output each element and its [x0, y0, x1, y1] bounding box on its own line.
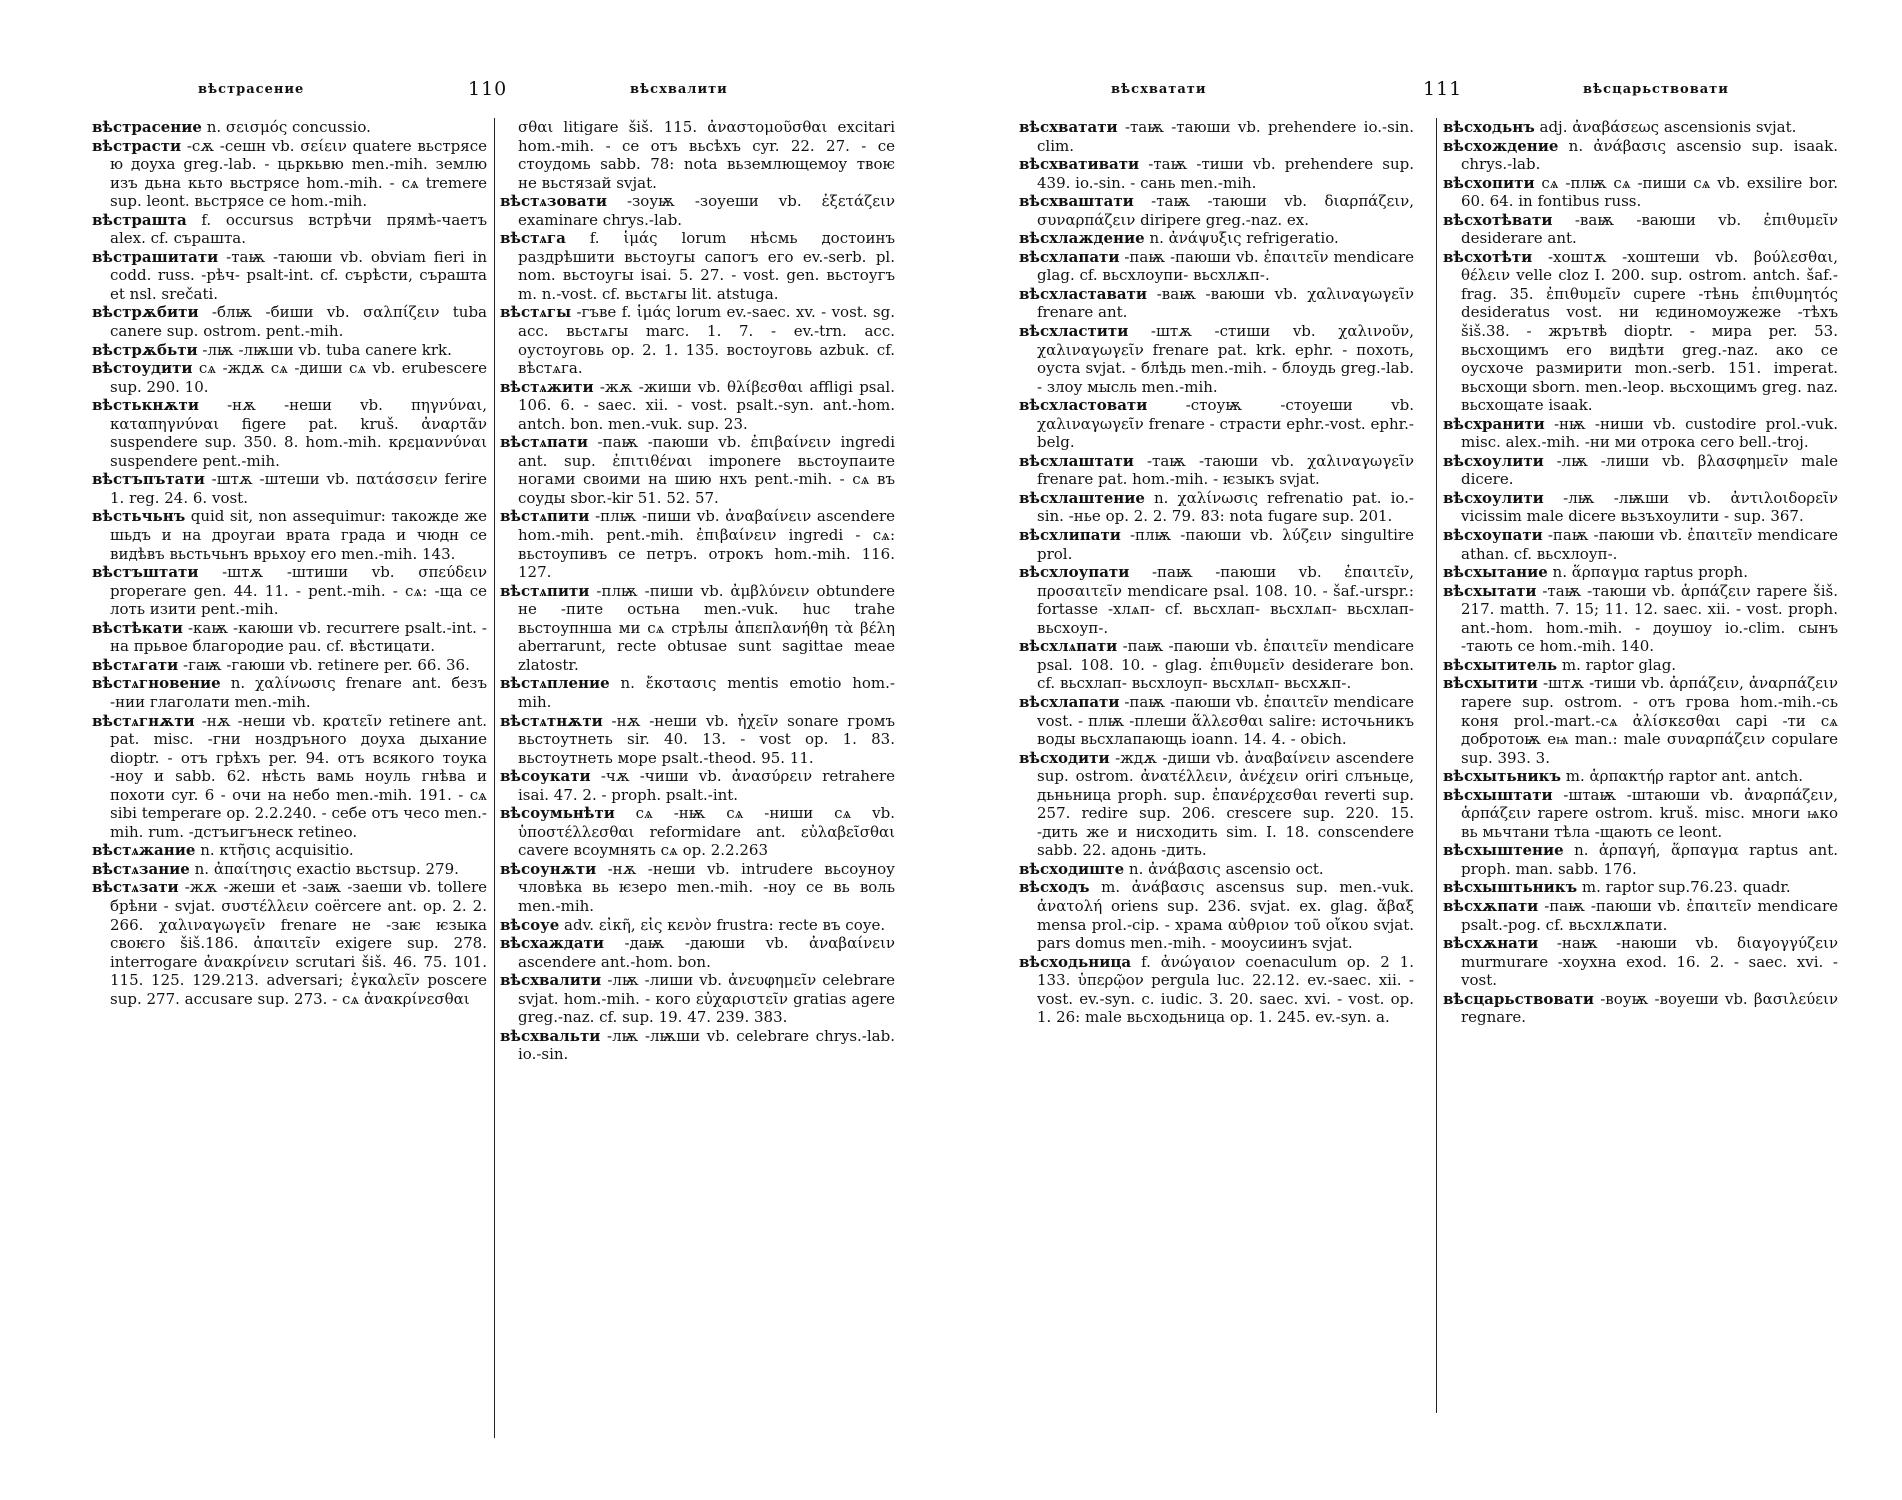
dictionary-entry — [92, 248, 487, 304]
header-right-word: вѣсхвалити — [630, 82, 728, 97]
header-left-word: вѣсхватати — [1111, 82, 1207, 97]
entry-definition: -таѭ -таюши vb. διαρπάζειν, συναρπάζειν diripere greg.-naz. ex. — [1037, 192, 1414, 229]
running-header — [0, 78, 951, 106]
entry-definition: -нѫ -неши vb. πηγνύναι, καταπηγνύναι figere pat. kruš. ἀναρτᾶν suspendere sup. 350. 8. hom.-mih. κρεμαννύναι suspendere pent.-mih. — [110, 396, 487, 470]
dictionary-entry — [92, 341, 487, 360]
entry-headword: вѣсхластавати — [1019, 284, 1148, 303]
entry-definition: -зоуѭ -зоуеши vb. ἐξετάζειν examinare chrys.-lab. — [518, 192, 895, 229]
entry-definition: n. ἀνάψυξις refrigeratio. — [1149, 229, 1339, 248]
entry-headword: вѣсхлоупати — [1019, 563, 1130, 582]
entry-definition: сѧ -ждѫ сѧ -диши сѧ vb. erubescere sup. 290. 10. — [110, 359, 487, 396]
entry-headword: вѣсходьница — [1019, 952, 1132, 971]
entry-definition: -каѭ -каюши vb. recurrere psalt.-int. - на прьвое благородие pau. cf. вѣстицати. — [110, 618, 487, 656]
dictionary-entry — [92, 860, 487, 879]
dictionary-entry — [1443, 786, 1838, 842]
dictionary-entry — [1443, 452, 1838, 489]
dictionary-entry — [92, 396, 487, 470]
entry-definition: -лѭ -лѭши vb. celebrare chrys.-lab. io.-sin. — [518, 1026, 895, 1064]
entry-headword: вѣстѧпление — [500, 674, 610, 693]
entry-definition: n. ἅρπαγμα raptus proph. — [1552, 563, 1748, 582]
dictionary-entry — [1443, 990, 1838, 1027]
entry-definition: quid sit, non assequimur: такожде же шьдъ и на дроугаи врата града и чюдн се видѣвъ вьстьчьнъ врьхоу его men.-mih. 143. — [110, 507, 487, 563]
entry-headword: вѣсхлаштати — [1019, 451, 1134, 470]
dictionary-entry — [1019, 860, 1414, 879]
dictionary-entry — [1019, 878, 1414, 952]
entry-definition: -гаѭ -гаюши vb. retinere per. 66. 36. — [183, 655, 470, 674]
dictionary-entry — [92, 470, 487, 507]
entry-headword: вѣсоунѫти — [500, 859, 597, 878]
dictionary-entry — [1019, 489, 1414, 526]
dictionary-entry — [1019, 396, 1414, 452]
entry-headword: вѣстрашта — [92, 210, 187, 229]
page-number: 110 — [468, 78, 508, 100]
dictionary-entry — [1443, 767, 1838, 786]
entry-definition: m. ἀνάβασις ascensus sup. men.-vuk. ἀνατολή oriens sup. 236. svjat. ex. glag. ἄβαξ mensa prol.-cip. - храма αὐθριον τοῦ οἴκου svjat. pars domus men.-mih. - мооусиинъ svjat. — [1037, 878, 1414, 953]
entry-headword: вѣсходиште — [1019, 859, 1125, 878]
entry-definition: -паѭ -паюши vb. ἐπαιτεῖν, προσαιτεῖν mendicare psal. 108. 10. - šaf.-urspr.: fortasse -хлѧп- cf. вьсхлап- вьсхлѧп- вьсхлап- вьсхоуп-. — [1037, 563, 1414, 637]
entry-headword: вѣсхвальти — [500, 1026, 601, 1045]
entry-definition: -ваѭ -ваюши vb. ἐπιθυμεῖν desiderare ant. — [1461, 210, 1838, 248]
entry-headword: вѣстъпътати — [92, 470, 205, 489]
entry-headword: вѣсхластити — [1019, 322, 1129, 341]
entry-headword: вѣсхотѣвати — [1443, 210, 1553, 229]
entry-definition: -ваѭ -ваюши vb. χαλιναγωγεῖν frenare ant. — [1037, 284, 1414, 322]
entry-definition: m. raptor glag. — [1561, 655, 1677, 674]
dictionary-entry — [1443, 897, 1838, 934]
entry-definition: -штѫ -тиши vb. ἁρπάζειν, ἀναρπάζειν rapere sup. ostrom. - отъ грова hom.-mih.-сь коня prol.-mart.-сѧ ἀλίσκεσθαι capi -ти сѧ добротоѭ еѩ man.: male συναρπάζειν copulare sup. 393. 3. — [1461, 674, 1838, 767]
entry-definition: n. χαλίνωσις frenare ant. безъ -нии глаголати men.-mih. — [110, 674, 487, 711]
entry-definition: -стоуѭ -стоуеши vb. χαλιναγωγεῖν frenare - страсти ephr.-vost. ephr.-belg. — [1037, 396, 1414, 452]
entry-headword: вѣсоумьнѣти — [500, 804, 615, 823]
entry-headword: вѣсхытати — [1443, 581, 1537, 600]
entry-headword: вѣстѧга — [500, 229, 566, 248]
entry-definition: -нѫ -неши vb. κρατεῖν retinere ant. pat. misc. -гни ноздръного доуха дыхание dioptr. - отъ грѣхъ per. 94. отъ всякого тоука -ноу и sabb. 62. нѣсть вамь ноуль гнѣва и похоти cyr. 6 - очи на небо men.-mih. 191. - сѧ sibi temperare op. 2.2.240. - себе отъ чесо men.-mih. rum. -дстъигънеск retineo. — [110, 711, 487, 841]
dictionary-entry — [92, 712, 487, 842]
dictionary-entry — [1019, 155, 1414, 192]
entry-headword: вѣсхлапати — [1019, 247, 1120, 266]
dictionary-entry — [1019, 637, 1414, 693]
column-left — [1019, 118, 1414, 1027]
dictionary-entry — [500, 767, 895, 804]
entry-definition: -гъве f. ἱμάς lorum ev.-saec. xv. - vost. sg. acc. вьстѧгы marc. 1. 7. - ev.-trn. acc. оустоуговь op. 2. 1. 135. востоуговь azbuk. cf. вѣстѧга. — [518, 303, 895, 378]
entry-headword: вѣсхыштьникъ — [1443, 878, 1578, 897]
dictionary-entry — [92, 563, 487, 619]
entry-headword: вѣстѣкати — [92, 618, 183, 637]
entry-definition: f. occursus встрѣчи прямѣ-чаетъ alex. cf. сърашта. — [110, 210, 487, 248]
dictionary-entry — [1019, 452, 1414, 489]
entry-headword: вѣсхлаштение — [1019, 488, 1145, 507]
entry-headword: вѣсхѫнати — [1443, 934, 1539, 953]
entry-headword: вѣстѧгы — [500, 303, 572, 322]
entry-definition: -нѫ -неши vb. intrudere вьсоуноу чловѣка вь ѥзеро men.-mih. -ноу се вь воль men.-mih. — [518, 859, 895, 915]
dictionary-entry — [1443, 174, 1838, 211]
entry-headword: вѣсхѫпати — [1443, 896, 1539, 915]
entry-headword: вѣсходъ — [1019, 878, 1090, 897]
entry-definition: -паѭ -паюши vb. ἐπαιτεῖν mendicare vost. - плѭ -плеши ἅλλεσθαι salire: источьникъ воды вьсхлапающь ioann. 14. 4. - obich. — [1037, 692, 1414, 749]
entry-headword: вѣсоукати — [500, 767, 591, 786]
entry-definition: -лѭ -лѭши vb. tuba canere krk. — [202, 340, 452, 359]
dictionary-entry — [500, 192, 895, 229]
dictionary-entry — [500, 1027, 895, 1064]
entry-headword: вѣстькнѫти — [92, 396, 199, 415]
dictionary-entry — [1019, 693, 1414, 749]
entry-definition: n. κτῆσις acquisitio. — [200, 841, 354, 860]
entry-headword: вѣсхытитель — [1443, 655, 1558, 674]
dictionary-entry — [92, 674, 487, 711]
entry-headword: вѣстоудити — [92, 359, 193, 378]
entry-definition: -паѭ -паюши vb. ἐπαιτεῖν mendicare athan. cf. вьсхлоуп-. — [1461, 526, 1838, 563]
entry-definition: -ждѫ -диши vb. ἀναβαίνειν ascendere sup. ostrom. ἀνατέλλειν, ἀνέχειν oriri слъньце, дьньница proph. sup. ἐπανέρχεσθαι reverti sup. 257. redire sup. 206. crescere sup. 220. 15. -дить же и нисходить sim. I. 18. conscendere sabb. 22. адонь -дить. — [1037, 748, 1414, 860]
entry-definition: n. ἀνάβασις ascensio sup. isaak. chrys.-lab. — [1461, 136, 1838, 174]
entry-definition: -таѭ -таюши vb. χαλιναγωγεῖν frenare pat. hom.-mih. - ѥзыкъ svjat. — [1037, 451, 1414, 489]
entry-definition: -сѫ -сешн vb. σείειν quatere вьстрясе ю доуха greg.-lab. - цьркьвю men.-mih. землю изъ дьна кьто вьстрясе hom.-mih. - сѧ tremere sup. leont. вьстрясе се hom.-mih. — [110, 136, 487, 211]
entry-headword: вѣсхождение — [1443, 136, 1559, 155]
column-right — [1443, 118, 1838, 1027]
entry-headword: вѣсхытити — [1443, 674, 1538, 693]
entry-definition: -плѭ -паюши vb. λύζειν singultire prol. — [1037, 526, 1414, 563]
entry-headword: вѣстѧгновение — [92, 674, 221, 693]
entry-definition: n. ἁρπαγή, ἅρπαγμα raptus ant. proph. man. sabb. 176. — [1461, 841, 1838, 878]
entry-definition: -штаѭ -штаюши vb. ἀναρπάζειν, ἁρπάζειν rapere ostrom. kruš. misc. многи ѩко вь мьчтани тѣла -щають се leont. — [1461, 785, 1838, 841]
column-divider — [494, 118, 495, 1438]
entry-definition: -жѫ -жеши et -заѭ -заеши vb. tollere брѣни - svjat. συστέλλειν coërcere ant. op. 2. 2. 266. χαλιναγωγεῖν frenare не -заѥ ѥзыка своѥго šiš.186. ἀπαιτεῖν exigere sup. 278. interrogare ἀνακρίνειν scrutari šiš. 46. 75. 101. 115. 125. 129.213. adversari; ἐγκαλεῖν poscere sup. 277. accusare sup. 273. - сѧ ἀνακρίνεσθαι — [110, 878, 487, 1008]
entry-definition: n. χαλίνωσις refrenatio pat. io.-sin. -нье op. 2. 2. 79. 83: nota fugare sup. 201. — [1037, 488, 1414, 526]
entry-headword: вѣстрѫбьти — [92, 340, 198, 359]
entry-definition: -нѫ -неши vb. ἠχεῖν sonare громъ вьстоутнеть sir. 40. 13. - vost op. 1. 83. вьстоутнеть море psalt.-theod. 95. 11. — [518, 711, 895, 767]
entry-definition: -лѭ -лиши vb. βλασφημεῖν male dicere. — [1461, 451, 1838, 489]
entry-headword: вѣсхвалити — [500, 971, 602, 990]
entry-definition: -нѭ -ниши vb. custodire prol.-vuk. misc. alex.-mih. -ни ми отрока сего bell.-troj. — [1461, 414, 1838, 452]
dictionary-entry — [500, 804, 895, 860]
dictionary-entry — [1019, 118, 1414, 155]
entry-headword: вѣсхыштати — [1443, 785, 1553, 804]
dictionary-entry — [1019, 953, 1414, 1027]
dictionary-entry — [500, 934, 895, 971]
entry-definition: m. raptor sup.76.23. quadr. — [1581, 878, 1791, 897]
dictionary-entry — [1443, 137, 1838, 174]
header-right-word: вѣсцарьствовати — [1583, 82, 1729, 97]
column-right — [500, 118, 895, 1064]
entry-headword: вѣсхаждати — [500, 934, 605, 953]
entry-headword: вѣстѧгнѫти — [92, 711, 195, 730]
dictionary-entry — [92, 878, 487, 1008]
entry-headword: вѣстѧтнѫти — [500, 711, 603, 730]
entry-definition: -хоштѫ -хоштеши vb. βούλεσθαι, θέλειν velle cloz I. 200. sup. ostrom. antch. šaf.-frag. 35. ἐπιθυμεῖν cupere -тѣнь ἐπιθυμητός desideratus vost. ни ѥдиномоужеже -тѣхъ šiš.38. - жрътвѣ dioptr. - мира per. 53. вьсхощимъ его видѣти greg.-naz. ако се оусхоче размирити mon.-serb. 151. imperat. вьсхощи sborn. men.-leop. вьсхощимъ greg. naz. вьсхощате isaak. — [1461, 247, 1838, 415]
dictionary-entry — [92, 118, 487, 137]
dictionary-entry — [1443, 934, 1838, 990]
dictionary-entry — [500, 712, 895, 768]
dictionary-entry — [1443, 582, 1838, 656]
dictionary-entry — [92, 841, 487, 860]
entry-headword: вѣстрѫбити — [92, 303, 199, 322]
entry-definition: -даѭ -даюши vb. ἀναβαίνειν ascendere ant.-hom. bon. — [518, 934, 895, 971]
entry-headword: вѣстьчьнъ — [92, 507, 186, 526]
dictionary-entry — [1443, 489, 1838, 526]
dictionary-entry — [1019, 192, 1414, 229]
dictionary-entry — [1443, 118, 1838, 137]
entry-definition: -таѭ -таюши vb. prehendere io.-sin. clim. — [1037, 118, 1414, 155]
dictionary-entry — [92, 619, 487, 656]
running-header — [951, 78, 1902, 106]
dictionary-entry — [500, 378, 895, 434]
entry-definition: -чѫ -чиши vb. ἀνασύρειν retrahere isai. 47. 2. - proph. psalt.-int. — [518, 767, 895, 804]
dictionary-entry — [1443, 415, 1838, 452]
dictionary-entry — [1443, 526, 1838, 563]
dictionary-entry — [92, 211, 487, 248]
entry-definition: -лѭ -лиши vb. ἀνευφημεῖν celebrare svjat. hom.-mih. - кого εὐχαριστεῖν gratias agere greg.-naz. cf. sup. 19. 47. 239. 383. — [518, 971, 895, 1027]
entry-headword: вѣсхыштение — [1443, 841, 1564, 860]
entry-definition: -таѭ -таюши vb. obviam fieri in codd. russ. -рѣч- psalt-int. cf. сърѣсти, сърашта et nsl. srečati. — [110, 247, 487, 303]
dictionary-entry — [1443, 211, 1838, 248]
entry-headword: вѣсоуе — [500, 915, 560, 934]
entry-definition: -паѭ -паюши vb. ἐπαιτεῖν mendicare glag. cf. вьсхлоупи- вьсхлѫп-. — [1037, 247, 1414, 285]
entry-definition: -паѭ -паюши vb. ἐπιβαίνειν ingredi ant. sup. ἐπιτιθέναι imponere вьстоупаите ногами своими на шию нхъ pent.-mih. - сѧ въ соуды sbor.-kir 51. 52. 57. — [518, 433, 895, 507]
column-divider — [1436, 118, 1437, 1413]
dictionary-entry — [92, 303, 487, 340]
entry-definition: adj. ἀναβάσεως ascensionis svjat. — [1539, 118, 1797, 136]
entry-definition: -плѭ -пиши vb. ἀμβλύνειν obtundere не -пите остьна men.-vuk. huc trahe вьстоупнша ми сѧ стрѣлы ἀπεπλανήθη τὰ βέλη aberrarunt, recte obtusae sunt sagittae meae zlatostr. — [518, 581, 895, 674]
entry-definition: -паѭ -паюши vb. ἐπαιτεῖν mendicare psal. 108. 10. - glag. ἐπιθυμεῖν desiderare bon. cf. вьсхлап- вьсхлоуп- вьсхлѧп- вьсхѫп-. — [1037, 637, 1414, 693]
dictionary-entry — [500, 118, 895, 192]
dictionary-entry — [1019, 526, 1414, 563]
dictionary-entry — [500, 582, 895, 675]
dictionary-entry — [92, 656, 487, 675]
entry-definition: n. ἀνάβασις ascensio oct. — [1128, 859, 1324, 878]
entry-headword: вѣсхватати — [1019, 118, 1118, 136]
entry-definition: сѧ -плѭ сѧ -пиши сѧ vb. exsilire bor. 60. 64. in fontibus russ. — [1461, 173, 1839, 211]
entry-definition: -жѫ -жиши vb. θλίβεσθαι affligi psal. 106. 6. - saec. xii. - vost. psalt.-syn. ant.-hom. antch. bon. men.-vuk. sup. 23. — [518, 377, 895, 433]
entry-headword: вѣсхоулити — [1443, 451, 1544, 470]
entry-headword: вѣсхластовати — [1019, 396, 1148, 415]
entry-headword: вѣсхотѣти — [1443, 247, 1533, 266]
entry-headword: вѣсхранити — [1443, 414, 1545, 433]
entry-headword: вѣсходьнъ — [1443, 118, 1535, 136]
dictionary-entry — [1443, 878, 1838, 897]
entry-headword: вѣсхлаждение — [1019, 229, 1145, 248]
entry-definition: -блѭ -биши vb. σαλπίζειν tuba canere sup. ostrom. pent.-mih. — [110, 303, 487, 341]
page-number: 111 — [1423, 78, 1463, 100]
dictionary-entry — [1443, 248, 1838, 415]
entry-definition: n. ἔκστασις mentis emotio hom.-mih. — [518, 674, 895, 711]
entry-headword: вѣстѧжание — [92, 841, 196, 860]
header-left-word: вѣстрасение — [198, 82, 305, 97]
dictionary-entry — [1443, 674, 1838, 767]
entry-headword: вѣстъштати — [92, 563, 199, 582]
dictionary-entry — [1019, 285, 1414, 322]
dictionary-entry — [500, 971, 895, 1027]
entry-definition: -лѭ -лѭши vb. ἀντιλοιδορεῖν vicissim male dicere вьзъхоулити - sup. 367. — [1461, 488, 1838, 526]
entry-definition: -наѭ -наюши vb. διαγογγύζειν murmurare -хоухна exod. 16. 2. - saec. xvi. - vost. — [1461, 934, 1838, 990]
dictionary-entry — [1443, 841, 1838, 878]
entry-headword: вѣсхытание — [1443, 563, 1548, 582]
entry-headword: вѣстѧжити — [500, 377, 594, 396]
entry-headword: вѣсходити — [1019, 748, 1110, 767]
entry-definition: -воуѭ -воуеши vb. βασιλεύειν regnare. — [1461, 989, 1838, 1027]
dictionary-entry — [92, 359, 487, 396]
entry-headword: вѣсхлѧпати — [1019, 637, 1118, 656]
entry-headword: вѣсхоупати — [1443, 526, 1543, 545]
entry-headword: вѣстѧпати — [500, 433, 589, 452]
entry-definition: -штѫ -стиши vb. χαλινοῦν, χαλιναγωγεῖν frenare pat. krk. ephr. - похоть, оуста svjat. - блѣдь men.-mih. - блоудь greg.-lab. - злоу мысль men.-mih. — [1037, 322, 1414, 396]
dictionary-entry — [500, 507, 895, 581]
entry-headword: вѣсхоулити — [1443, 488, 1544, 507]
entry-definition: -таѭ -тиши vb. prehendere sup. 439. io.-sin. - сань men.-mih. — [1037, 155, 1414, 192]
dictionary-entry — [500, 674, 895, 711]
dictionary-entry — [1443, 563, 1838, 582]
entry-headword: вѣсцарьствовати — [1443, 989, 1594, 1008]
dictionary-entry — [500, 303, 895, 377]
entry-headword: вѣстѧпити — [500, 507, 590, 526]
entry-definition: adv. εἰκῆ, εἰς κενὸν frustra: recte въ соуе. — [564, 915, 886, 934]
entry-headword: вѣстѧпити — [500, 581, 590, 600]
dictionary-entry — [1019, 749, 1414, 860]
entry-headword: вѣстрасение — [92, 118, 202, 136]
dictionary-entry — [1443, 656, 1838, 675]
column-left — [92, 118, 487, 1008]
entry-headword: вѣсхлапати — [1019, 692, 1120, 711]
entry-definition: -штѫ -штиши vb. σπεύδειν properare gen. 44. 11. - pent.-mih. - сѧ: -ща се лоть изити pent.-mih. — [110, 563, 487, 619]
entry-definition: f. ἱμάς lorum нѣсмь достоинъ раздрѣшити вьстоугы сапогъ его ev.-serb. pl. nom. вьстоугы isai. 5. 27. - vost. gen. вьстоугъ m. n.-vost. cf. вьстѧгы lit. atstuga. — [518, 229, 895, 303]
dictionary-entry — [500, 916, 895, 935]
entry-headword: вѣстѧгати — [92, 655, 179, 674]
entry-definition: -паѭ -паюши vb. ἐπαιτεῖν mendicare psalt.-pog. cf. вьсхлѫпати. — [1461, 896, 1838, 934]
entry-headword: вѣсхваштати — [1019, 192, 1134, 211]
entry-definition: n. σεισμός concussio. — [206, 118, 371, 136]
entry-definition: -штѫ -штеши vb. πατάσσειν ferire 1. reg. 24. 6. vost. — [110, 470, 487, 507]
dictionary-entry — [500, 229, 895, 303]
dictionary-entry — [500, 433, 895, 507]
entry-headword: вѣстрасти — [92, 136, 182, 155]
page-111 — [951, 0, 1902, 1500]
entry-headword: вѣстрашитати — [92, 247, 219, 266]
entry-headword: вѣстѧзовати — [500, 192, 608, 211]
dictionary-entry — [500, 860, 895, 916]
entry-headword: вѣстѧзание — [92, 859, 190, 878]
dictionary-entry — [92, 137, 487, 211]
entry-definition: n. ἀπαίτησις exactio вьстsup. 279. — [194, 859, 459, 878]
dictionary-entry — [1019, 248, 1414, 285]
entry-definition: f. ἀνώγαιον coenaculum op. 2 1. 133. ὑπερῷον pergula luc. 22.12. ev.-saec. xii. - vost. ev.-syn. c. iudic. 3. 20. saec. xvi. - vost. op. 1. 26: male вьсходьница op. 1. 245. ev.-syn. a. — [1037, 952, 1414, 1027]
entry-headword: вѣсхытьникъ — [1443, 767, 1562, 786]
entry-headword: вѣсхлипати — [1019, 526, 1121, 545]
entry-headword: вѣсхопити — [1443, 173, 1535, 192]
entry-definition: -плѭ -пиши vb. ἀναβαίνειν ascendere hom.-mih. pent.-mih. ἐπιβαίνειν ingredi - сѧ: вьстоупивъ се петръ. отрокъ hom.-mih. 116. 127. — [518, 507, 895, 582]
entry-headword: вѣсхвативати — [1019, 155, 1140, 174]
entry-definition: -таѭ -таюши vb. ἁρπάζειν rapere šiš. 217. matth. 7. 15; 11. 12. saec. xii. - vost. proph. ant.-hom. hom.-mih. - доушоу io.-clim. сынъ -тають се hom.-mih. 140. — [1461, 581, 1838, 656]
entry-definition: сѧ -нѭ сѧ -ниши сѧ vb. ὑποστέλλεσθαι reformidare ant. εὐλαβεῖσθαι cavere всоумнять сѧ op. 2.2.263 — [518, 804, 895, 860]
entry-definition: m. ἁρπακτήρ raptor ant. antch. — [1565, 767, 1804, 786]
entry-headword: вѣстѧзати — [92, 878, 179, 897]
dictionary-entry — [1019, 229, 1414, 248]
dictionary-entry — [1019, 322, 1414, 396]
dictionary-entry — [1019, 563, 1414, 637]
entry-definition: σθαι litigare šiš. 115. ἀναστομοῦσθαι excitari hom.-mih. - се отъ вьсѣхъ cyr. 22. 27. - се стоудомь sabb. 78: nota вьземлющемоу твоѥ не вьстязай svjat. — [518, 118, 895, 192]
dictionary-entry — [92, 507, 487, 563]
